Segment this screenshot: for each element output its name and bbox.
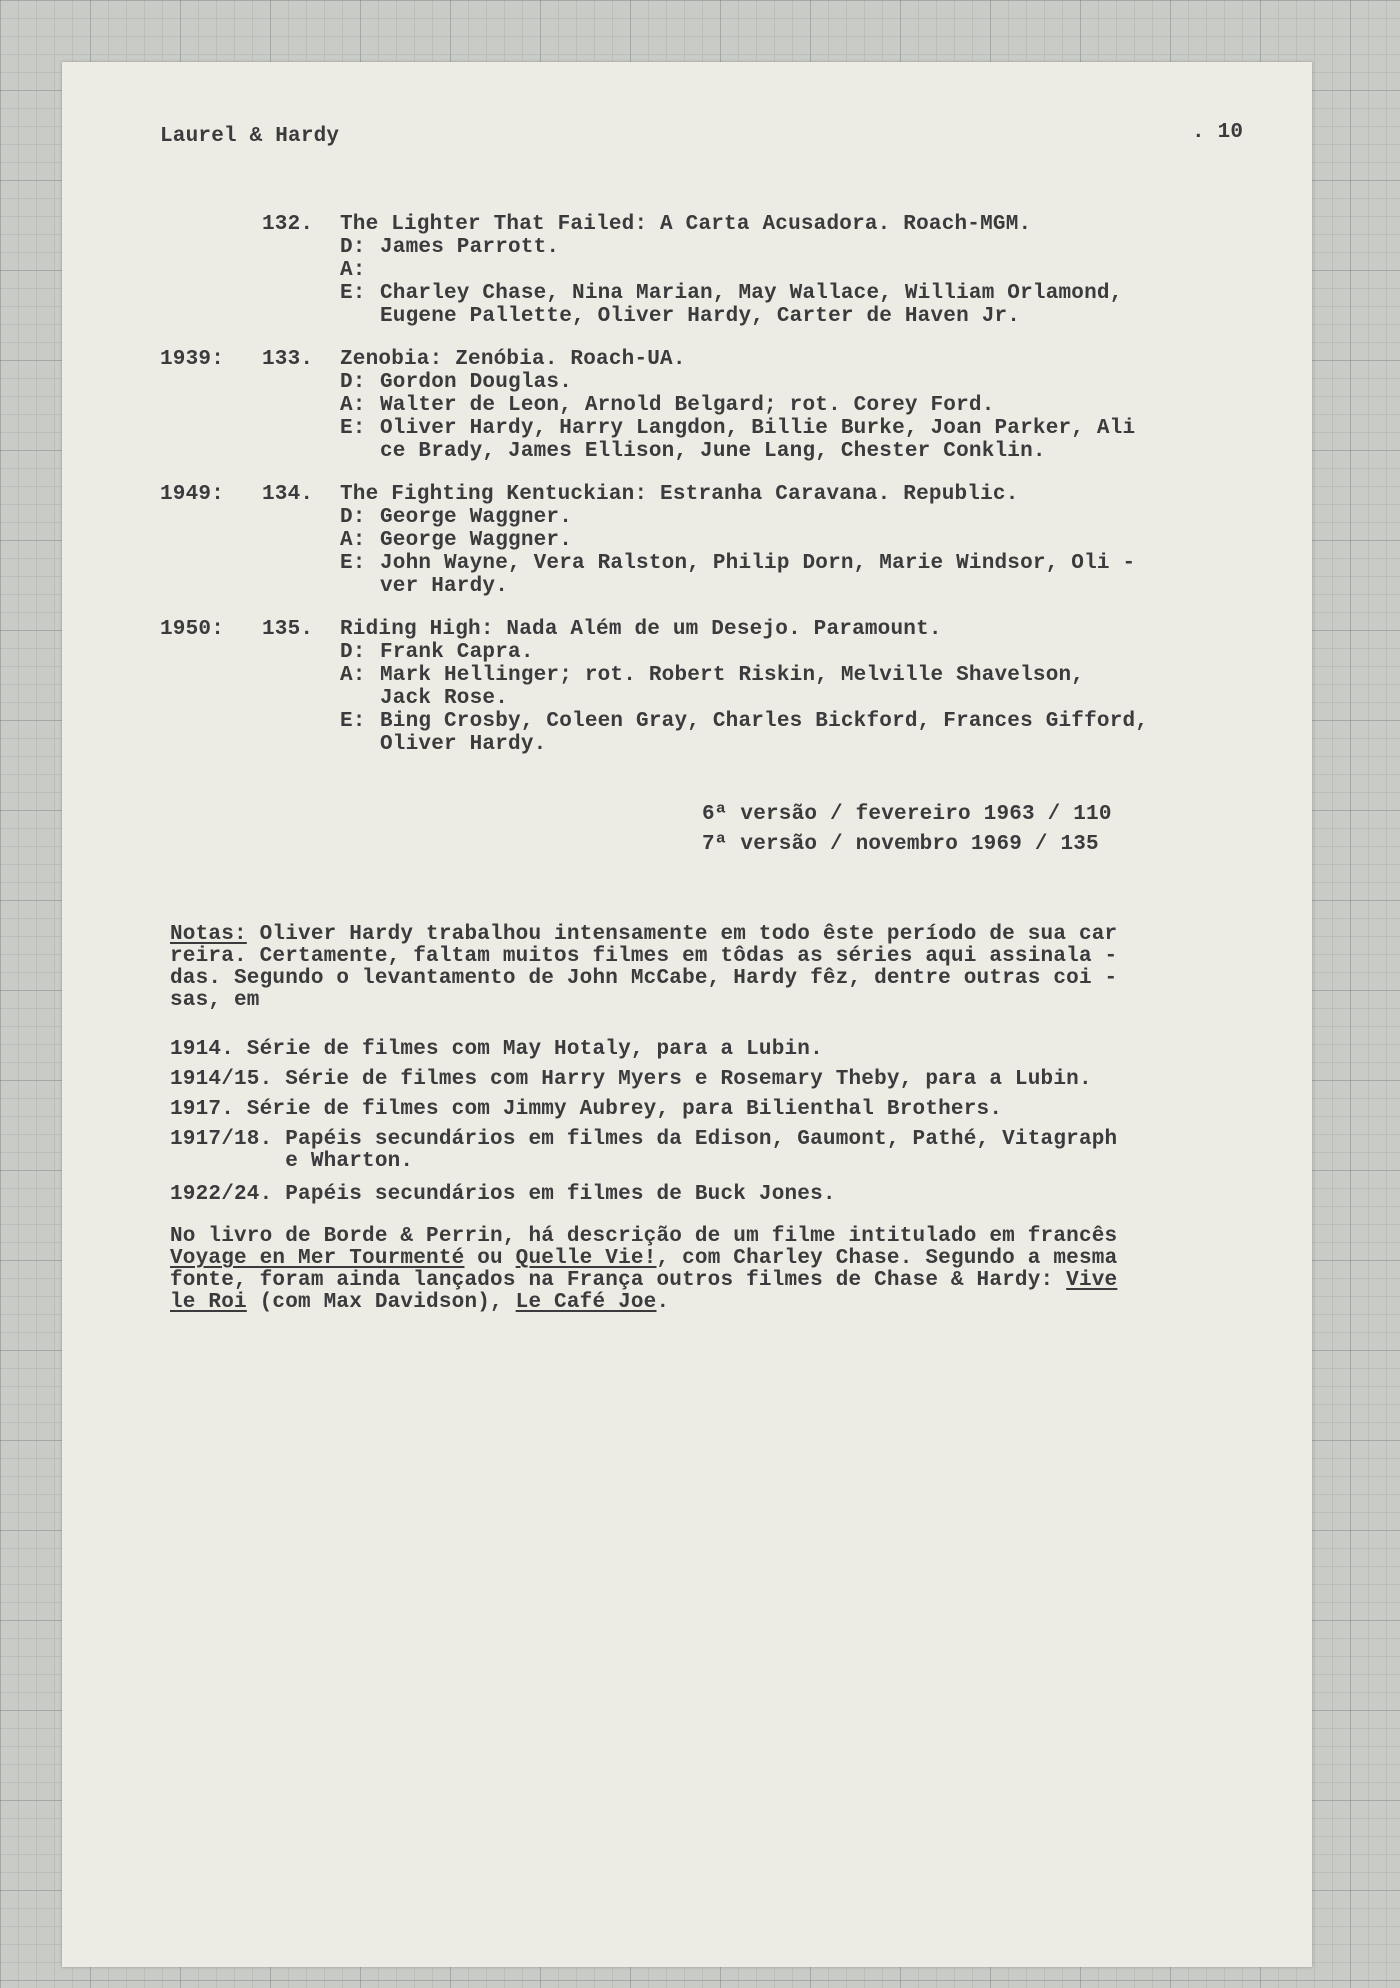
credit-text: Mark Hellinger; rot. Robert Riskin, Melville Shavelson,: [380, 664, 1085, 687]
paper-mark: [147, 100, 177, 106]
notes-text: reira. Certamente, faltam muitos filmes em tôdas as séries aqui assinala -: [170, 945, 1118, 968]
credit-text: George Waggner.: [380, 529, 573, 552]
credit-key: E:: [340, 552, 366, 575]
credit-key: D:: [340, 236, 366, 259]
credit-key: A:: [340, 259, 366, 282]
credit-text: Gordon Douglas.: [380, 371, 573, 394]
notes-closing-text: fonte, foram ainda lançados na França outros filmes de Chase & Hardy:: [170, 1269, 1067, 1292]
entry-title: Riding High: Nada Além de um Desejo. Paramount.: [340, 618, 942, 641]
credit-key: A:: [340, 394, 366, 417]
entry-number: 135.: [262, 618, 314, 641]
notes-list-item: 1922/24. Papéis secundários em filmes de Buck Jones.: [170, 1183, 836, 1206]
document-page: [62, 62, 1312, 1967]
entry-number: 132.: [262, 213, 314, 236]
film-title: le Roi: [170, 1291, 247, 1314]
notes-closing-text: .: [656, 1291, 670, 1314]
notes-text: Oliver Hardy trabalhou intensamente em todo êste período de sua car: [246, 923, 1118, 946]
version-line: 6ª versão / fevereiro 1963 / 110: [702, 803, 1112, 826]
credit-text: Bing Crosby, Coleen Gray, Charles Bickford, Frances Gifford,: [380, 710, 1149, 733]
credit-text: Charley Chase, Nina Marian, May Wallace, William Orlamond,: [380, 282, 1123, 305]
credit-text: Oliver Hardy.: [380, 733, 547, 756]
credit-text: ce Brady, James Ellison, June Lang, Chester Conklin.: [380, 440, 1046, 463]
header-title: Laurel & Hardy: [160, 125, 340, 148]
credit-text: Jack Rose.: [380, 687, 509, 710]
notes-closing-text: , com Charley Chase. Segundo a mesma: [656, 1247, 1118, 1270]
notes-list-item: 1914. Série de filmes com May Hotaly, para a Lubin.: [170, 1038, 823, 1061]
entry-title: Zenobia: Zenóbia. Roach-UA.: [340, 348, 686, 371]
credit-key: D:: [340, 641, 366, 664]
notes-label: Notas:: [170, 923, 247, 946]
page-number: . 10: [1192, 121, 1244, 144]
notes-closing-line: [170, 1290, 669, 1316]
film-title: Quelle Vie!: [515, 1247, 657, 1270]
credit-key: E:: [340, 710, 366, 733]
credit-text: George Waggner.: [380, 506, 573, 529]
credit-text: ver Hardy.: [380, 575, 509, 598]
entry-number: 134.: [262, 483, 314, 506]
version-line: 7ª versão / novembro 1969 / 135: [702, 833, 1099, 856]
credit-key: E:: [340, 417, 366, 440]
entry-number: 133.: [262, 348, 314, 371]
entry-year: 1949:: [160, 483, 225, 506]
credit-key: D:: [340, 506, 366, 529]
notes-list-item: e Wharton.: [170, 1150, 414, 1173]
film-title: Vive: [1066, 1269, 1118, 1292]
notes-text: sas, em: [170, 989, 260, 1012]
notes-list-item: 1914/15. Série de filmes com Harry Myers e Rosemary Theby, para a Lubin.: [170, 1068, 1092, 1091]
credit-key: E:: [340, 282, 366, 305]
notes-list-item: 1917/18. Papéis secundários em filmes da Edison, Gaumont, Pathé, Vitagraph: [170, 1128, 1118, 1151]
notes-text: das. Segundo o levantamento de John McCabe, Hardy fêz, dentre outras coi -: [170, 967, 1118, 990]
credit-text: Frank Capra.: [380, 641, 534, 664]
entry-year: 1939:: [160, 348, 225, 371]
credit-text: John Wayne, Vera Ralston, Philip Dorn, Marie Windsor, Oli -: [380, 552, 1136, 575]
notes-closing-line: No livro de Borde & Perrin, há descrição de um filme intitulado em francês: [170, 1225, 1118, 1248]
entry-year: 1950:: [160, 618, 225, 641]
credit-text: Walter de Leon, Arnold Belgard; rot. Corey Ford.: [380, 394, 995, 417]
entry-title: The Fighting Kentuckian: Estranha Caravana. Republic.: [340, 483, 1019, 506]
film-title: Voyage en Mer Tourmenté: [170, 1247, 465, 1270]
notes-closing-text: (com Max Davidson),: [246, 1291, 516, 1314]
notes-list-item: 1917. Série de filmes com Jimmy Aubrey, para Bilienthal Brothers.: [170, 1098, 1003, 1121]
credit-key: A:: [340, 664, 366, 687]
notes-closing-text: ou: [464, 1247, 516, 1270]
credit-key: D:: [340, 371, 366, 394]
credit-text: Eugene Pallette, Oliver Hardy, Carter de Haven Jr.: [380, 305, 1021, 328]
film-title: Le Café Joe: [515, 1291, 657, 1314]
credit-key: A:: [340, 529, 366, 552]
credit-text: James Parrott.: [380, 236, 560, 259]
credit-text: Oliver Hardy, Harry Langdon, Billie Burke, Joan Parker, Ali: [380, 417, 1136, 440]
entry-title: The Lighter That Failed: A Carta Acusadora. Roach-MGM.: [340, 213, 1032, 236]
